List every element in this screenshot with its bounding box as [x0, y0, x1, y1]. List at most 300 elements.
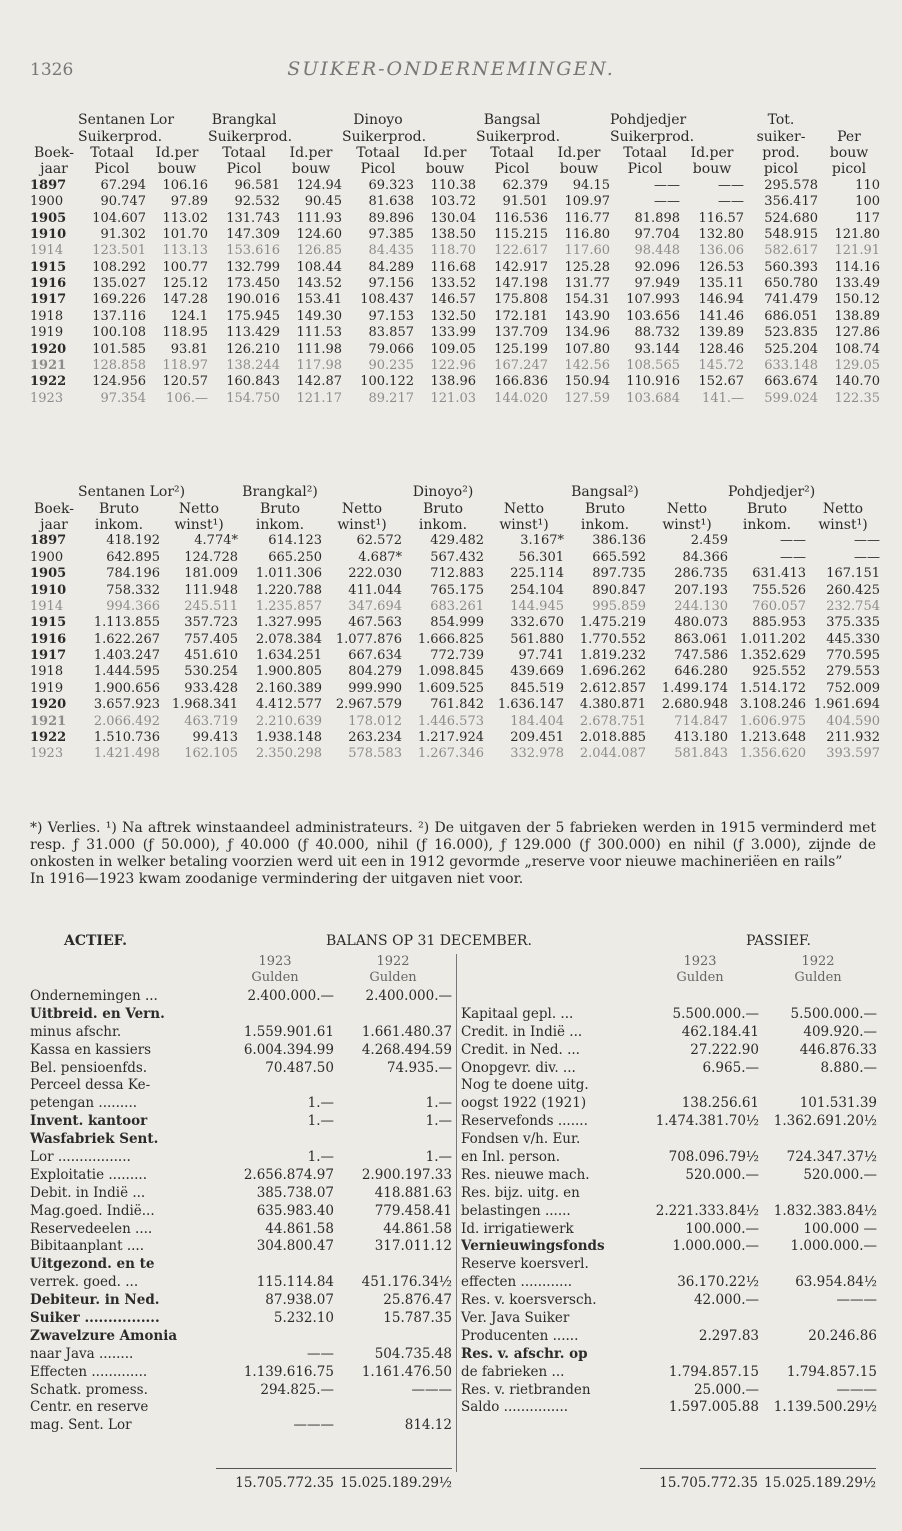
value-cell: 142.917 — [494, 259, 548, 275]
year-cell: 1897 — [30, 177, 67, 193]
header-cell: Dinoyo²) — [412, 484, 474, 501]
passief-total-1922: 15.025.189.29½ — [764, 1475, 876, 1491]
value-cell: 356.417 — [764, 194, 818, 210]
value-1922: 74.935.— — [386, 1059, 452, 1076]
header-cell: Bangsal — [483, 112, 541, 129]
value-cell: 134.96 — [564, 325, 610, 341]
value-cell: 1.819.232 — [579, 648, 646, 664]
value-1923: 2.400.000.— — [247, 988, 334, 1004]
value-cell: 97.89 — [170, 194, 208, 210]
header-cell: Id.per — [155, 144, 199, 161]
value-cell: 117.60 — [564, 243, 610, 259]
value-cell: 560.393 — [764, 259, 818, 275]
aktief-side — [30, 954, 452, 1435]
header-cell: Picol — [627, 161, 663, 178]
passief-row — [457, 1364, 877, 1382]
row-label: Nog te doene uitg. — [461, 1077, 589, 1094]
value-cell: 162.105 — [184, 746, 238, 762]
value-1923: 44.861.58 — [265, 1220, 334, 1237]
header-cell — [30, 484, 78, 500]
value-cell: 153.41 — [296, 292, 342, 308]
financial-row — [30, 599, 880, 615]
row-label: de fabrieken ... — [461, 1363, 565, 1380]
value-1922 — [759, 988, 877, 1006]
value-cell: 1.220.788 — [255, 582, 322, 598]
value-cell: 103.656 — [626, 308, 680, 324]
value-1923: 115.114.84 — [256, 1274, 334, 1291]
row-label: en Inl. person. — [461, 1149, 561, 1166]
value-cell: 62.572 — [356, 533, 402, 549]
passief-row — [457, 1149, 877, 1167]
value-cell: 136.06 — [698, 243, 744, 259]
value-1922: 1.— — [425, 1149, 452, 1166]
value-cell: 69.323 — [368, 177, 414, 193]
header-cell: Id.per — [690, 144, 734, 161]
value-cell: 665.592 — [592, 549, 646, 565]
production-header-row — [30, 128, 880, 144]
row-label: Suiker ................ — [30, 1310, 160, 1327]
value-cell: 97.156 — [368, 276, 414, 292]
value-1922: 2.400.000.— — [365, 988, 452, 1004]
value-1923: 385.738.07 — [256, 1184, 334, 1201]
value-cell: 1.113.855 — [93, 615, 160, 631]
value-cell: 81.638 — [368, 194, 414, 210]
aktief-row — [30, 1274, 452, 1292]
passief-row — [457, 1346, 877, 1364]
value-1923 — [641, 988, 759, 1006]
value-cell: 207.193 — [674, 582, 728, 598]
value-1923: 1.474.381.70½ — [655, 1113, 759, 1130]
value-cell: 117 — [855, 210, 880, 226]
year-cell: 1919 — [30, 325, 64, 341]
header-cell: Suikerprod. — [610, 128, 695, 145]
header-cell — [280, 112, 342, 128]
value-cell: 1.011.306 — [255, 566, 322, 582]
value-cell: 581.843 — [674, 746, 728, 762]
value-cell: 141.— — [702, 390, 744, 406]
year-cell: 1922 — [30, 730, 67, 746]
value-cell: 123.501 — [92, 243, 146, 259]
value-cell: 108.437 — [360, 292, 414, 308]
value-1923 — [216, 1328, 334, 1346]
aktief-row — [30, 1042, 452, 1060]
value-cell: 144.945 — [510, 598, 564, 614]
value-1922: 5.500.000.— — [790, 1005, 877, 1022]
value-1923 — [216, 1131, 334, 1149]
row-label: Reservefonds ....... — [461, 1113, 588, 1130]
value-cell: 62.379 — [502, 177, 548, 193]
row-label: Centr. en reserve — [30, 1399, 149, 1416]
year-cell: 1917 — [30, 648, 67, 664]
value-1922 — [334, 1328, 452, 1346]
value-1923: 294.825.— — [260, 1381, 334, 1398]
value-1922 — [759, 1077, 877, 1095]
year-cell: 1914 — [30, 598, 64, 614]
value-cell: —— — [718, 194, 744, 210]
value-cell: 84.435 — [368, 243, 414, 259]
row-label: Onopgevr. div. ... — [461, 1059, 576, 1076]
value-1922: 1.— — [425, 1113, 452, 1130]
footnote-1: *) Verlies. ¹) Na aftrek winstaandeel administrateurs. ²) De uitgaven der 5 fabrieken werden in 1915 verminderd met resp. ƒ 31.000 (ƒ 50.000), ƒ 40.000 (ƒ 40.000, nihil (ƒ 16.000), ƒ 129.000 (ƒ 300.000) en nihil (ƒ 3.000), zijnde de onkosten in welker betaling voorzien werd uit een in 1912 gevormde „reserve voor nieuwe machineriëen en rails” — [30, 820, 876, 870]
value-cell: 646.280 — [674, 664, 728, 680]
value-cell: 4.774* — [194, 533, 238, 549]
value-cell: 1.235.857 — [255, 598, 322, 614]
value-cell: 113.429 — [226, 325, 280, 341]
row-label: Res. nieuwe mach. — [461, 1166, 590, 1183]
value-cell: 125.12 — [162, 276, 208, 292]
value-cell: 1.499.174 — [661, 680, 728, 696]
aktief-row — [30, 1203, 452, 1221]
value-cell: 2.612.857 — [579, 680, 646, 696]
value-cell: 146.94 — [698, 292, 744, 308]
row-label: petengan ......... — [30, 1095, 138, 1112]
year-cell: 1905 — [30, 210, 67, 226]
aktief-row — [30, 1238, 452, 1256]
aktief-row — [30, 1382, 452, 1400]
year-cell: 1917 — [30, 292, 67, 308]
value-cell: 741.479 — [764, 292, 818, 308]
footnotes — [30, 820, 876, 888]
value-1922: 1.832.383.84½ — [773, 1202, 877, 1219]
value-cell: 131.743 — [226, 210, 280, 226]
production-row — [30, 178, 880, 194]
value-cell: 1.968.341 — [171, 697, 238, 713]
value-1923: 1.— — [307, 1095, 334, 1112]
aktief-row — [30, 1167, 452, 1185]
header-cell: Suikerprod. — [78, 128, 163, 145]
value-cell: 97.704 — [634, 226, 680, 242]
production-row — [30, 341, 880, 357]
value-cell: —— — [780, 549, 806, 565]
value-cell: 4.412.577 — [255, 697, 322, 713]
value-cell: 169.226 — [92, 292, 146, 308]
value-cell: 524.680 — [764, 210, 818, 226]
value-cell: 90.45 — [304, 194, 342, 210]
production-header-row — [30, 112, 880, 128]
value-1923: 6.965.— — [702, 1059, 759, 1076]
year-cell: 1905 — [30, 566, 67, 582]
value-cell: 116.57 — [698, 210, 744, 226]
header-cell: bouw — [157, 161, 197, 178]
passief-row — [457, 1221, 877, 1239]
value-cell: 149.30 — [296, 308, 342, 324]
financial-header-row — [30, 500, 880, 516]
year-cell: 1897 — [30, 533, 67, 549]
value-cell: 2.078.384 — [255, 631, 322, 647]
financial-row — [30, 664, 880, 680]
value-cell: 141.46 — [698, 308, 744, 324]
value-cell: 110.38 — [430, 177, 476, 193]
value-cell: 91.501 — [502, 194, 548, 210]
header-cell: Picol — [360, 161, 396, 178]
value-cell: 124.1 — [170, 308, 208, 324]
value-cell: 99.413 — [192, 730, 238, 746]
value-cell: 582.617 — [764, 243, 818, 259]
page-header — [0, 52, 902, 82]
value-cell: 1.666.825 — [417, 631, 484, 647]
row-label: verrek. goed. ... — [30, 1274, 139, 1291]
value-cell: 2.678.751 — [579, 713, 646, 729]
value-cell: 1.213.648 — [739, 730, 806, 746]
header-cell: winst¹) — [818, 516, 868, 533]
header-cell: inkom. — [418, 516, 468, 533]
value-cell: 144.020 — [494, 390, 548, 406]
header-cell: Sentanen Lor — [78, 112, 175, 129]
row-label: Wasfabriek Sent. — [30, 1131, 159, 1148]
value-cell: 222.030 — [348, 566, 402, 582]
value-cell: 140.70 — [834, 374, 880, 390]
value-cell: 122.96 — [430, 358, 476, 374]
value-cell: 90.747 — [100, 194, 146, 210]
value-1922: 520.000.— — [803, 1166, 877, 1183]
value-cell: 91.302 — [100, 226, 146, 242]
header-cell: Bangsal²) — [571, 484, 639, 501]
header-cell: inkom. — [255, 516, 305, 533]
value-cell: 2.350.298 — [255, 746, 322, 762]
value-cell: 120.57 — [162, 374, 208, 390]
value-cell: 2.459 — [690, 533, 728, 549]
value-cell: 429.482 — [430, 533, 484, 549]
value-1922: 779.458.41 — [374, 1202, 452, 1219]
passief-row — [457, 1292, 877, 1310]
header-cell: Bruto — [98, 500, 140, 517]
value-cell: 100.122 — [360, 374, 414, 390]
header-cell: Bruto — [746, 500, 788, 517]
production-row — [30, 276, 880, 292]
value-cell: 130.04 — [430, 210, 476, 226]
value-cell: 683.261 — [430, 598, 484, 614]
passief-row — [457, 1328, 877, 1346]
value-1922: 4.268.494.59 — [361, 1041, 452, 1058]
value-cell: 133.49 — [834, 276, 880, 292]
aktief-row — [30, 988, 452, 1006]
value-cell: 154.750 — [226, 390, 280, 406]
production-row — [30, 227, 880, 243]
value-1922: 504.735.48 — [374, 1345, 452, 1362]
year-1922: 1922 — [801, 954, 835, 969]
value-cell: 135.027 — [92, 276, 146, 292]
passief-totals — [640, 1468, 876, 1491]
header-cell: Suikerprod. — [476, 128, 561, 145]
header-cell: Id.per — [423, 144, 467, 161]
value-1922: 1.794.857.15 — [786, 1363, 877, 1380]
value-cell: 143.52 — [296, 276, 342, 292]
financial-row — [30, 615, 880, 631]
aktief-row — [30, 1131, 452, 1149]
header-cell: winst¹) — [499, 516, 549, 533]
value-cell: 286.735 — [674, 566, 728, 582]
value-cell: 254.104 — [510, 582, 564, 598]
value-1923 — [641, 1185, 759, 1203]
financial-row — [30, 746, 880, 762]
value-cell: 1.475.219 — [579, 615, 646, 631]
production-header-row — [30, 161, 880, 177]
production-row — [30, 309, 880, 325]
production-row — [30, 243, 880, 259]
value-1922: 814.12 — [404, 1417, 452, 1434]
value-cell: —— — [854, 533, 880, 549]
value-cell: 127.86 — [834, 325, 880, 341]
value-cell: 4.687* — [358, 549, 402, 565]
value-1922: 446.876.33 — [799, 1041, 877, 1058]
value-1923 — [216, 1256, 334, 1274]
value-cell: 1.606.975 — [739, 713, 806, 729]
value-cell: 97.153 — [368, 308, 414, 324]
value-cell: 411.044 — [348, 582, 402, 598]
header-cell: Bruto — [259, 500, 301, 517]
value-cell: 175.808 — [494, 292, 548, 308]
header-cell: picol — [831, 161, 867, 178]
header-cell: Sentanen Lor²) — [78, 484, 186, 501]
header-cell: Brangkal — [211, 112, 277, 129]
value-cell: 686.051 — [764, 308, 818, 324]
value-1922: 101.531.39 — [799, 1095, 877, 1112]
value-1922: 1.661.480.37 — [361, 1023, 452, 1040]
passief-row — [457, 1095, 877, 1113]
year-cell: 1923 — [30, 390, 64, 406]
value-cell: 209.451 — [510, 730, 564, 746]
value-cell: 150.94 — [564, 374, 610, 390]
header-cell: Totaal — [623, 144, 667, 161]
value-cell: 83.857 — [368, 325, 414, 341]
value-cell: 548.915 — [764, 226, 818, 242]
value-cell: 124.94 — [296, 177, 342, 193]
row-label: Res. v. afschr. op — [461, 1345, 588, 1362]
value-cell: 121.91 — [834, 243, 880, 259]
financial-row — [30, 697, 880, 713]
value-cell: 97.385 — [368, 226, 414, 242]
value-cell: 854.999 — [430, 615, 484, 631]
value-cell: 1.444.595 — [93, 664, 160, 680]
header-cell: Brangkal²) — [242, 484, 318, 501]
value-1923: 1.— — [307, 1113, 334, 1130]
financial-row — [30, 648, 880, 664]
header-cell: Per — [837, 128, 861, 145]
value-cell: 79.066 — [368, 341, 414, 357]
header-cell — [30, 112, 78, 128]
header-cell — [322, 484, 402, 500]
value-cell: 357.723 — [184, 615, 238, 631]
value-1923: 87.938.07 — [265, 1292, 334, 1309]
passief-row — [457, 1274, 877, 1292]
aktief-column-header — [30, 954, 452, 988]
year-cell: 1900 — [30, 194, 64, 210]
value-1923: 1.— — [307, 1149, 334, 1166]
value-cell: 2.160.389 — [255, 680, 322, 696]
year-1923: 1923 — [258, 954, 292, 969]
value-cell: 139.89 — [698, 325, 744, 341]
financial-row — [30, 632, 880, 648]
header-cell — [818, 112, 880, 128]
row-label: effecten ............ — [461, 1274, 573, 1291]
value-cell: 1.421.498 — [93, 746, 160, 762]
row-label: Lor ................. — [30, 1149, 131, 1166]
value-cell: 885.953 — [752, 615, 806, 631]
aktief-row — [30, 1346, 452, 1364]
value-cell: 3.167* — [520, 533, 564, 549]
header-cell: Totaal — [356, 144, 400, 161]
value-cell: 995.859 — [592, 598, 646, 614]
value-cell: 463.719 — [184, 713, 238, 729]
value-1923: 462.184.41 — [681, 1023, 759, 1040]
value-cell: 138.244 — [226, 358, 280, 374]
value-cell: 127.59 — [564, 390, 610, 406]
row-label: Uitgezond. en te — [30, 1256, 155, 1273]
value-cell: 116.536 — [494, 210, 548, 226]
financial-row — [30, 582, 880, 598]
row-label: Ver. Java Suiker — [461, 1310, 570, 1327]
value-cell: 1.267.346 — [417, 746, 484, 762]
row-label: Kapitaal gepl. ... — [461, 1005, 574, 1022]
value-cell: 772.739 — [430, 648, 484, 664]
value-cell: 1.217.924 — [417, 730, 484, 746]
value-cell: 97.354 — [100, 390, 146, 406]
value-1923: 138.256.61 — [681, 1095, 759, 1112]
header-cell: Picol — [94, 161, 130, 178]
value-1922 — [334, 1077, 452, 1095]
value-cell: 114.16 — [834, 259, 880, 275]
financial-table — [30, 484, 880, 763]
value-1922: 418.881.63 — [374, 1184, 452, 1201]
value-cell: 106.— — [166, 390, 208, 406]
value-cell: 133.52 — [430, 276, 476, 292]
production-row — [30, 374, 880, 390]
value-1922 — [334, 1399, 452, 1417]
aktief-row — [30, 1292, 452, 1310]
row-label: Res. v. koersversch. — [461, 1292, 597, 1309]
value-cell: 761.842 — [430, 697, 484, 713]
value-cell: 642.895 — [106, 549, 160, 565]
aktief-row — [30, 1113, 452, 1131]
passief-row — [457, 1238, 877, 1256]
value-cell: 121.03 — [430, 390, 476, 406]
value-1922: 1.139.500.29½ — [773, 1399, 877, 1416]
value-cell: 124.60 — [296, 226, 342, 242]
row-label: Zwavelzure Amonia — [30, 1327, 178, 1344]
header-cell: Netto — [341, 500, 383, 517]
value-cell: 2.044.087 — [579, 746, 646, 762]
value-1922: ——— — [411, 1381, 452, 1398]
header-cell: bouw — [425, 161, 465, 178]
value-cell: 413.180 — [674, 730, 728, 746]
header-cell: Pohdjedjer — [610, 112, 687, 129]
header-cell: Picol — [494, 161, 530, 178]
value-cell: 145.72 — [698, 358, 744, 374]
year-cell: 1918 — [30, 308, 64, 324]
value-1922: 451.176.34½ — [361, 1274, 452, 1291]
aktief-total-1923: 15.705.772.35 — [235, 1475, 334, 1491]
value-cell: 1.446.573 — [417, 713, 484, 729]
value-cell: 665.250 — [268, 549, 322, 565]
value-cell: 126.210 — [226, 341, 280, 357]
value-cell: 113.13 — [162, 243, 208, 259]
value-cell: 107.993 — [626, 292, 680, 308]
row-label: Perceel dessa Ke- — [30, 1077, 151, 1094]
value-cell: 103.684 — [626, 390, 680, 406]
value-cell: 90.235 — [368, 358, 414, 374]
value-cell: 100.108 — [92, 325, 146, 341]
running-title: SUIKER-ONDERNEMINGEN. — [287, 58, 615, 80]
financial-row — [30, 550, 880, 566]
unit-gulden: Gulden — [369, 970, 417, 985]
value-cell: 667.634 — [348, 648, 402, 664]
value-1923: 304.800.47 — [256, 1238, 334, 1255]
header-cell — [30, 128, 78, 144]
production-row — [30, 210, 880, 226]
passief-row — [457, 1077, 877, 1095]
value-cell: 111.948 — [184, 582, 238, 598]
value-cell: 614.123 — [268, 533, 322, 549]
